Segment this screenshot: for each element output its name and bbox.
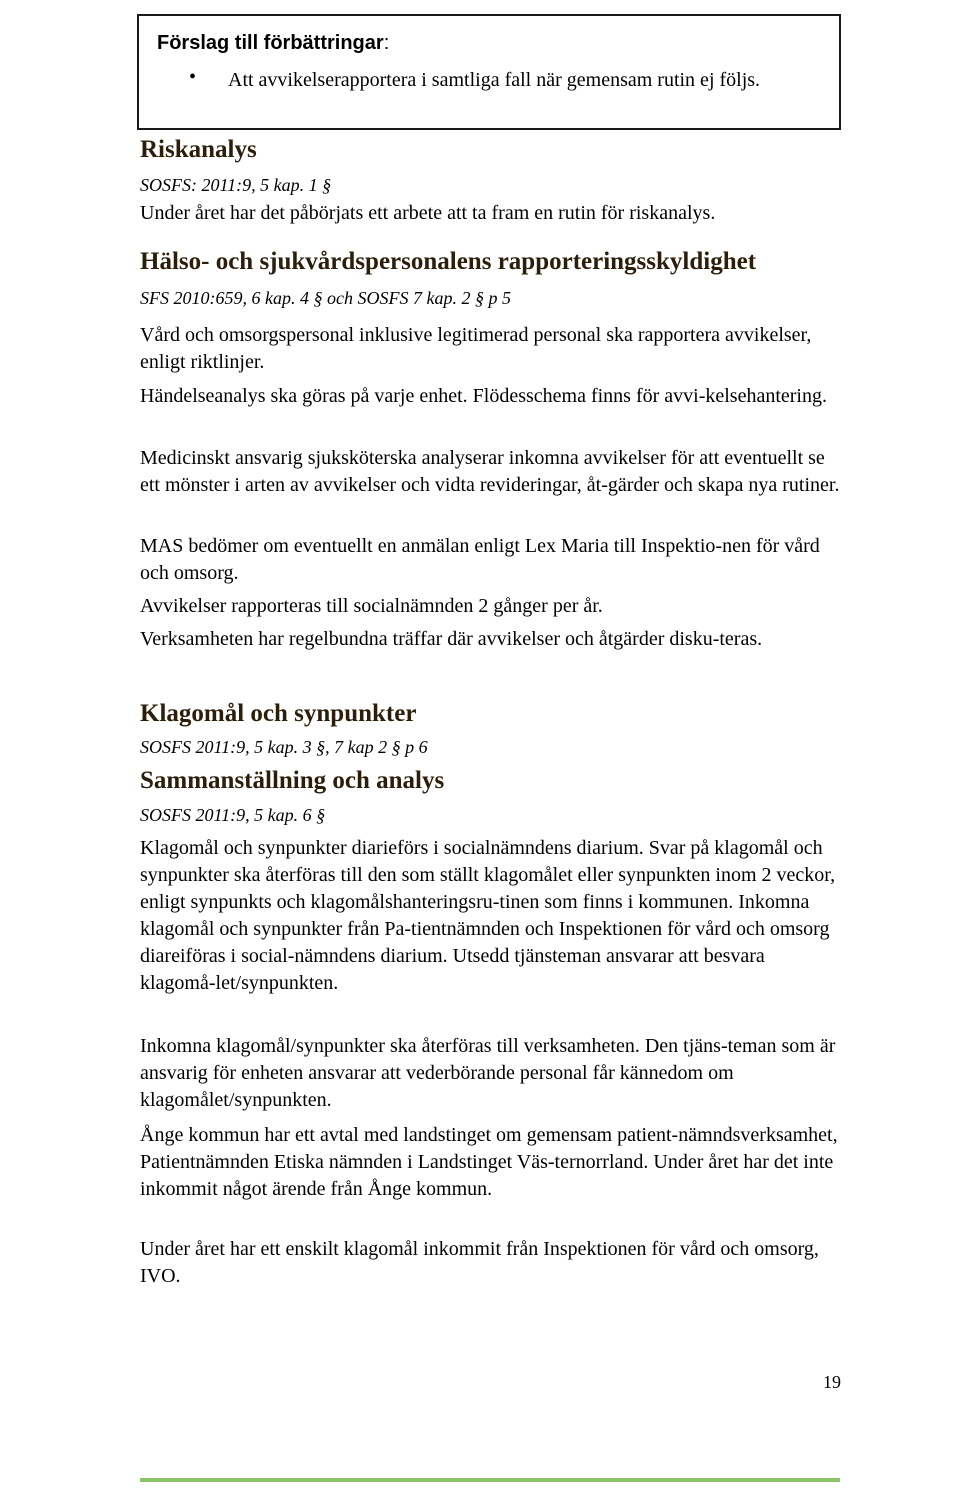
paragraph-sammanstallning-2: Inkomna klagomål/synpunkter ska återföras till verksamheten. Den tjäns-teman som är ansvarig för enheten ansvarar att vederbörande personal får kännedom om klagomålet/synpunkten. <box>140 1035 836 1111</box>
paragraph-sammanstallning-1: Klagomål och synpunkter diarieförs i socialnämndens diarium. Svar på klagomål och synpunkter ska återföras till den som ställt klagomålet eller synpunkten inom 2 veckor, enligt synpunkts och klagomålshanteringsru-tinen som finns i kommunen. Inkomna klagomål och synpunkter från Pa-tientnämnden och Inspektionen för vård och omsorg diareiföras i social-nämndens diarium. Utsedd tjänsteman ansvarar att besvara klagomå-let/synpunkten. <box>140 837 836 994</box>
heading-sammanstallning: Sammanställning och analys <box>140 767 445 794</box>
heading-riskanalys: Riskanalys <box>140 136 257 163</box>
improvement-title: Förslag till förbättringar: <box>157 32 390 54</box>
paragraph-rapportering-6: Verksamheten har regelbundna träffar där avvikelser och åtgärder disku-teras. <box>140 628 763 650</box>
paragraph-riskanalys: Under året har det påbörjats ett arbete att ta fram en rutin för riskanalys. <box>140 202 716 224</box>
paragraph-sammanstallning-3: Ånge kommun har ett avtal med landstinget om gemensam patient-nämndsverksamhet, Patientnämnden Etiska nämnden i Landstinget Väs-ternorrland. Under året har det inte inkommit något ärende från Ånge kommun. <box>140 1124 838 1200</box>
heading-rapporteringsskyldighet: Hälso- och sjukvårdspersonalens rapporteringsskyldighet <box>140 248 757 275</box>
improvement-box <box>137 14 841 130</box>
paragraph-rapportering-5: Avvikelser rapporteras till socialnämnden 2 gånger per år. <box>140 595 603 617</box>
reference-rapporteringsskyldighet: SFS 2010:659, 6 kap. 4 § och SOSFS 7 kap. 2 § p 5 <box>140 288 511 308</box>
bullet-icon: • <box>189 66 197 88</box>
paragraph-rapportering-1: Vård och omsorgspersonal inklusive legitimerad personal ska rapportera avvikelser, enligt riktlinjer. <box>140 324 812 373</box>
reference-sammanstallning: SOSFS 2011:9, 5 kap. 6 § <box>140 805 326 825</box>
paragraph-sammanstallning-4: Under året har ett enskilt klagomål inkommit från Inspektionen för vård och omsorg, IVO. <box>140 1238 819 1287</box>
improvement-bullet-text: Att avvikelserapportera i samtliga fall när gemensam rutin ej följs. <box>228 69 761 91</box>
paragraph-rapportering-3: Medicinskt ansvarig sjuksköterska analyserar inkomna avvikelser för att eventuellt se ett mönster i arten av avvikelser och vidta revideringar, åt-gärder och skapa nya rutiner. <box>140 447 840 496</box>
paragraph-rapportering-2: Händelseanalys ska göras på varje enhet. Flödesschema finns för avvi-kelsehantering. <box>140 385 827 407</box>
heading-klagomal: Klagomål och synpunkter <box>140 700 417 727</box>
reference-riskanalys: SOSFS: 2011:9, 5 kap. 1 § <box>140 175 332 195</box>
page-number: 19 <box>823 1372 841 1392</box>
reference-klagomal: SOSFS 2011:9, 5 kap. 3 §, 7 kap 2 § p 6 <box>140 737 428 757</box>
paragraph-rapportering-4: MAS bedömer om eventuellt en anmälan enligt Lex Maria till Inspektio-nen för vård och omsorg. <box>140 535 820 584</box>
footer-rule <box>140 1478 840 1482</box>
